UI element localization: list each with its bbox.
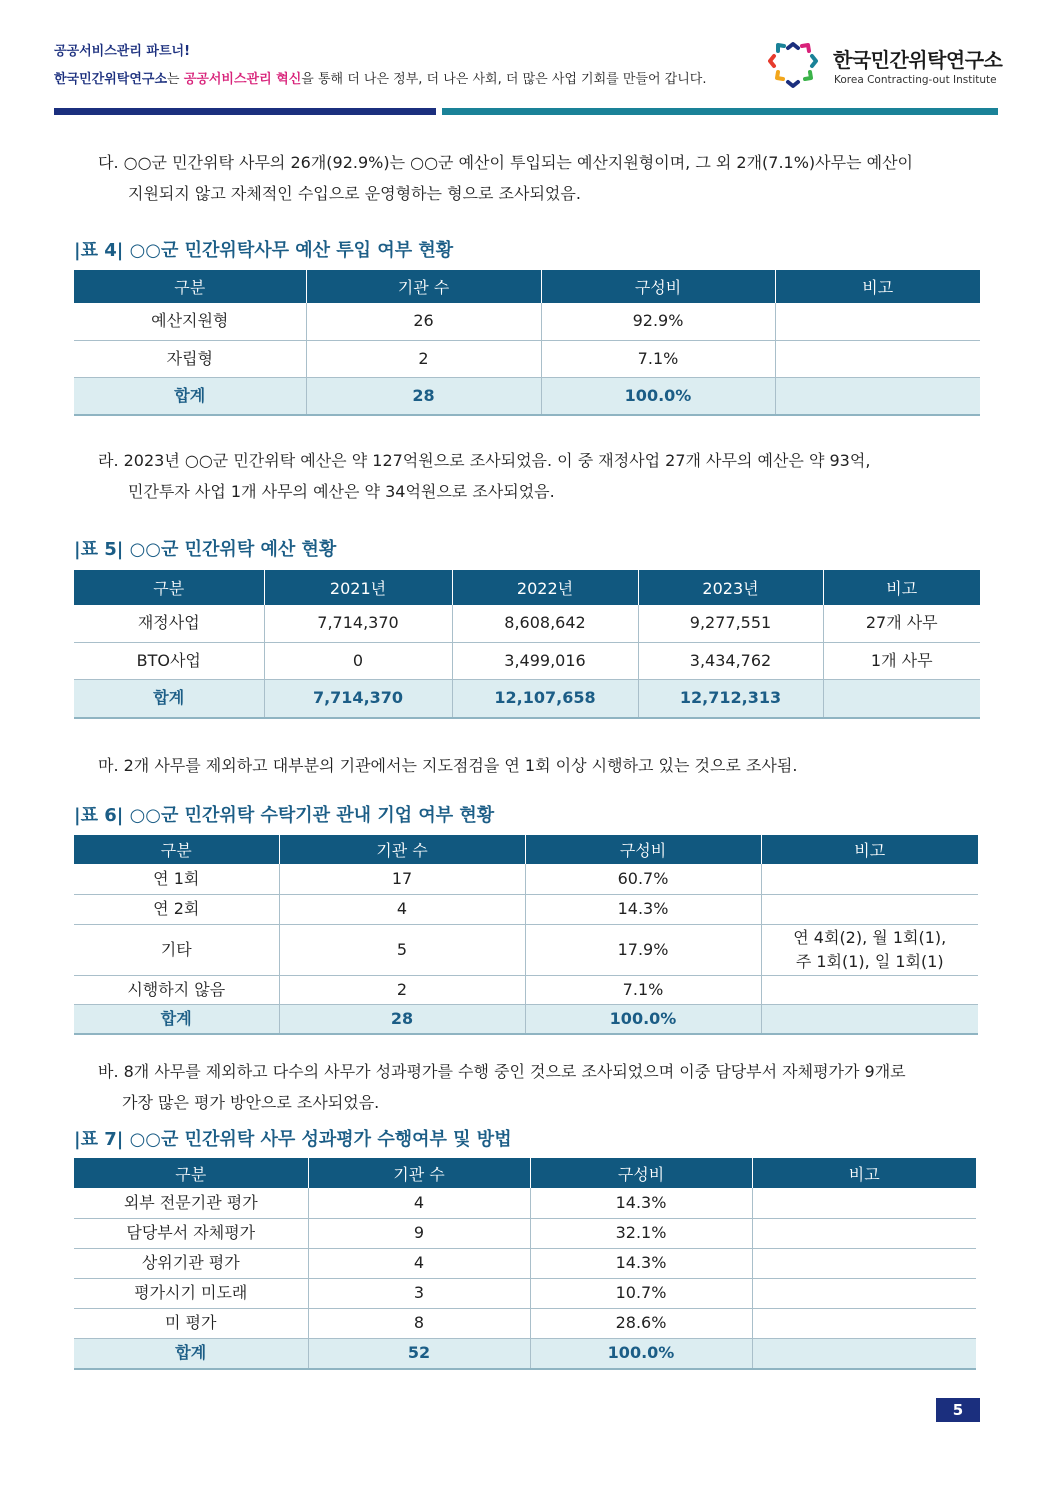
table-cell <box>761 1004 978 1034</box>
table-cell: 100.0% <box>525 1004 761 1034</box>
table-cell: 32.1% <box>530 1218 752 1248</box>
table-cell: 담당부서 자체평가 <box>74 1218 308 1248</box>
header-cell: 구성비 <box>541 270 775 303</box>
paragraph-ra <box>98 445 978 507</box>
table-cell: 2 <box>279 975 525 1004</box>
table-header-row <box>74 1158 976 1188</box>
table-row <box>74 1308 976 1338</box>
paragraph-da <box>98 147 978 209</box>
table-cell: 12,107,658 <box>452 679 638 718</box>
table-cell <box>752 1338 976 1369</box>
table-cell: 0 <box>264 642 452 679</box>
table-row <box>74 1278 976 1308</box>
table-cell <box>761 975 978 1004</box>
table-header-row <box>74 270 980 303</box>
table-cell: 100.0% <box>541 377 775 415</box>
table-5-caption: |표 5| ○○군 민간위탁 예산 현황 <box>74 539 337 560</box>
table-row <box>74 340 980 377</box>
table-cell: 3,434,762 <box>638 642 823 679</box>
paragraph-line: 바. 8개 사무를 제외하고 다수의 사무가 성과평가를 수행 중인 것으로 조사되었으며 이중 담당부서 자체평가가 9개로 <box>98 1062 906 1081</box>
mission-highlight: 공공서비스관리 혁신 <box>183 72 302 87</box>
header-rule-navy <box>54 108 436 115</box>
table-cell: 100.0% <box>530 1338 752 1369</box>
table-row <box>74 642 980 679</box>
header-cell: 비고 <box>775 270 980 303</box>
header-cell: 2021년 <box>264 570 452 605</box>
table-cell: 합계 <box>74 1338 308 1369</box>
header-cell: 비고 <box>761 835 978 864</box>
header-cell: 구분 <box>74 570 264 605</box>
header-cell: 2022년 <box>452 570 638 605</box>
table-row <box>74 1218 976 1248</box>
table-cell: 합계 <box>74 1004 279 1034</box>
header-cell: 기관 수 <box>308 1158 530 1188</box>
table-6-caption: |표 6| ○○군 민간위탁 수탁기관 관내 기업 여부 현황 <box>74 805 495 826</box>
table-cell: 7.1% <box>541 340 775 377</box>
table-4 <box>74 270 980 416</box>
table-cell: 60.7% <box>525 864 761 894</box>
table-row <box>74 605 980 642</box>
table-cell <box>761 864 978 894</box>
table-cell: 28 <box>306 377 541 415</box>
table-5 <box>74 570 980 719</box>
table-cell: 10.7% <box>530 1278 752 1308</box>
table-cell: 27개 사무 <box>823 605 980 642</box>
table-cell: 시행하지 않음 <box>74 975 279 1004</box>
table-cell: 9 <box>308 1218 530 1248</box>
logo-english-name: Korea Contracting-out Institute <box>834 74 997 86</box>
table-cell: 4 <box>279 894 525 924</box>
table-cell <box>775 303 980 340</box>
table-cell: 상위기관 평가 <box>74 1248 308 1278</box>
table-cell: 자립형 <box>74 340 306 377</box>
table-cell: 7,714,370 <box>264 605 452 642</box>
header-mission <box>54 68 706 87</box>
paragraph-line: 라. 2023년 ○○군 민간위탁 예산은 약 127억원으로 조사되었음. 이 중 재정사업 27개 사무의 예산은 약 93억, <box>98 451 871 470</box>
table-row <box>74 303 980 340</box>
header-tagline: 공공서비스관리 파트너! <box>54 44 191 59</box>
header-cell: 비고 <box>823 570 980 605</box>
mission-org: 한국민간위탁연구소 <box>54 72 168 87</box>
paragraph-line: 마. 2개 사무를 제외하고 대부분의 기관에서는 지도점검을 연 1회 이상 시행하고 있는 것으로 조사됨. <box>98 756 798 775</box>
paragraph-ma <box>98 750 978 781</box>
table-cell <box>752 1308 976 1338</box>
paragraph-line: 지원되지 않고 자체적인 수입으로 운영형하는 형으로 조사되었음. <box>128 184 581 203</box>
table-cell <box>761 894 978 924</box>
table-cell <box>775 377 980 415</box>
table-cell: 합계 <box>74 679 264 718</box>
table-cell: 52 <box>308 1338 530 1369</box>
table-cell: 5 <box>279 924 525 975</box>
table-cell: 17 <box>279 864 525 894</box>
table-total-row <box>74 679 980 718</box>
mission-text-a: 는 <box>167 72 184 87</box>
table-cell: 14.3% <box>525 894 761 924</box>
header-cell: 비고 <box>752 1158 976 1188</box>
table-total-row <box>74 377 980 415</box>
table-row <box>74 924 978 975</box>
header-cell: 기관 수 <box>306 270 541 303</box>
table-cell: 9,277,551 <box>638 605 823 642</box>
header-cell: 구분 <box>74 1158 308 1188</box>
table-header-row <box>74 835 978 864</box>
table-cell: 26 <box>306 303 541 340</box>
table-cell-note: 연 4회(2), 월 1회(1), 주 1회(1), 일 1회(1) <box>761 924 978 975</box>
table-cell: 예산지원형 <box>74 303 306 340</box>
paragraph-line: 민간투자 사업 1개 사무의 예산은 약 34억원으로 조사되었음. <box>128 482 555 501</box>
table-cell <box>775 340 980 377</box>
page-header <box>0 0 1055 120</box>
institute-logo <box>768 40 1008 92</box>
table-6 <box>74 835 978 1035</box>
table-cell: 14.3% <box>530 1248 752 1278</box>
table-cell: 4 <box>308 1188 530 1218</box>
table-7-caption: |표 7| ○○군 민간위탁 사무 성과평가 수행여부 및 방법 <box>74 1129 512 1150</box>
table-row <box>74 975 978 1004</box>
table-cell: 기타 <box>74 924 279 975</box>
table-cell <box>752 1278 976 1308</box>
paragraph-ba <box>98 1056 978 1118</box>
table-header-row <box>74 570 980 605</box>
table-cell: 7.1% <box>525 975 761 1004</box>
table-cell: 28.6% <box>530 1308 752 1338</box>
table-cell: 7,714,370 <box>264 679 452 718</box>
table-cell <box>752 1218 976 1248</box>
table-cell: 연 2회 <box>74 894 279 924</box>
paragraph-line: 다. ○○군 민간위탁 사무의 26개(92.9%)는 ○○군 예산이 투입되는 예산지원형이며, 그 외 2개(7.1%)사무는 예산이 <box>98 153 913 172</box>
header-cell: 구성비 <box>530 1158 752 1188</box>
table-cell: 2 <box>306 340 541 377</box>
table-row <box>74 864 978 894</box>
table-cell: 4 <box>308 1248 530 1278</box>
logo-korean-name: 한국민간위탁연구소 <box>833 48 1003 72</box>
header-cell: 구성비 <box>525 835 761 864</box>
header-cell: 구분 <box>74 270 306 303</box>
table-cell: 외부 전문기관 평가 <box>74 1188 308 1218</box>
table-cell: 합계 <box>74 377 306 415</box>
table-row <box>74 894 978 924</box>
table-cell: 92.9% <box>541 303 775 340</box>
table-cell: 평가시기 미도래 <box>74 1278 308 1308</box>
page-number: 5 <box>936 1398 980 1422</box>
mission-text-b: 을 통해 더 나은 정부, 더 나은 사회, 더 많은 사업 기회를 만들어 갑니다. <box>301 72 707 87</box>
table-cell: 12,712,313 <box>638 679 823 718</box>
header-rule-teal <box>442 108 998 115</box>
table-cell: 8 <box>308 1308 530 1338</box>
table-cell: 14.3% <box>530 1188 752 1218</box>
table-row <box>74 1248 976 1278</box>
table-total-row <box>74 1338 976 1369</box>
table-cell: BTO사업 <box>74 642 264 679</box>
table-row <box>74 1188 976 1218</box>
table-cell: 3,499,016 <box>452 642 638 679</box>
table-cell <box>752 1248 976 1278</box>
table-cell: 17.9% <box>525 924 761 975</box>
table-cell: 연 1회 <box>74 864 279 894</box>
table-cell: 재정사업 <box>74 605 264 642</box>
header-cell: 구분 <box>74 835 279 864</box>
table-4-caption: |표 4| ○○군 민간위탁사무 예산 투입 여부 현황 <box>74 240 454 261</box>
table-cell: 3 <box>308 1278 530 1308</box>
header-cell: 기관 수 <box>279 835 525 864</box>
header-cell: 2023년 <box>638 570 823 605</box>
table-cell: 1개 사무 <box>823 642 980 679</box>
logo-mark-icon <box>768 40 824 90</box>
table-cell: 8,608,642 <box>452 605 638 642</box>
paragraph-line: 가장 많은 평가 방안으로 조사되었음. <box>122 1093 380 1112</box>
table-total-row <box>74 1004 978 1034</box>
table-cell <box>823 679 980 718</box>
table-cell: 28 <box>279 1004 525 1034</box>
table-cell: 미 평가 <box>74 1308 308 1338</box>
table-cell <box>752 1188 976 1218</box>
table-7 <box>74 1158 976 1370</box>
